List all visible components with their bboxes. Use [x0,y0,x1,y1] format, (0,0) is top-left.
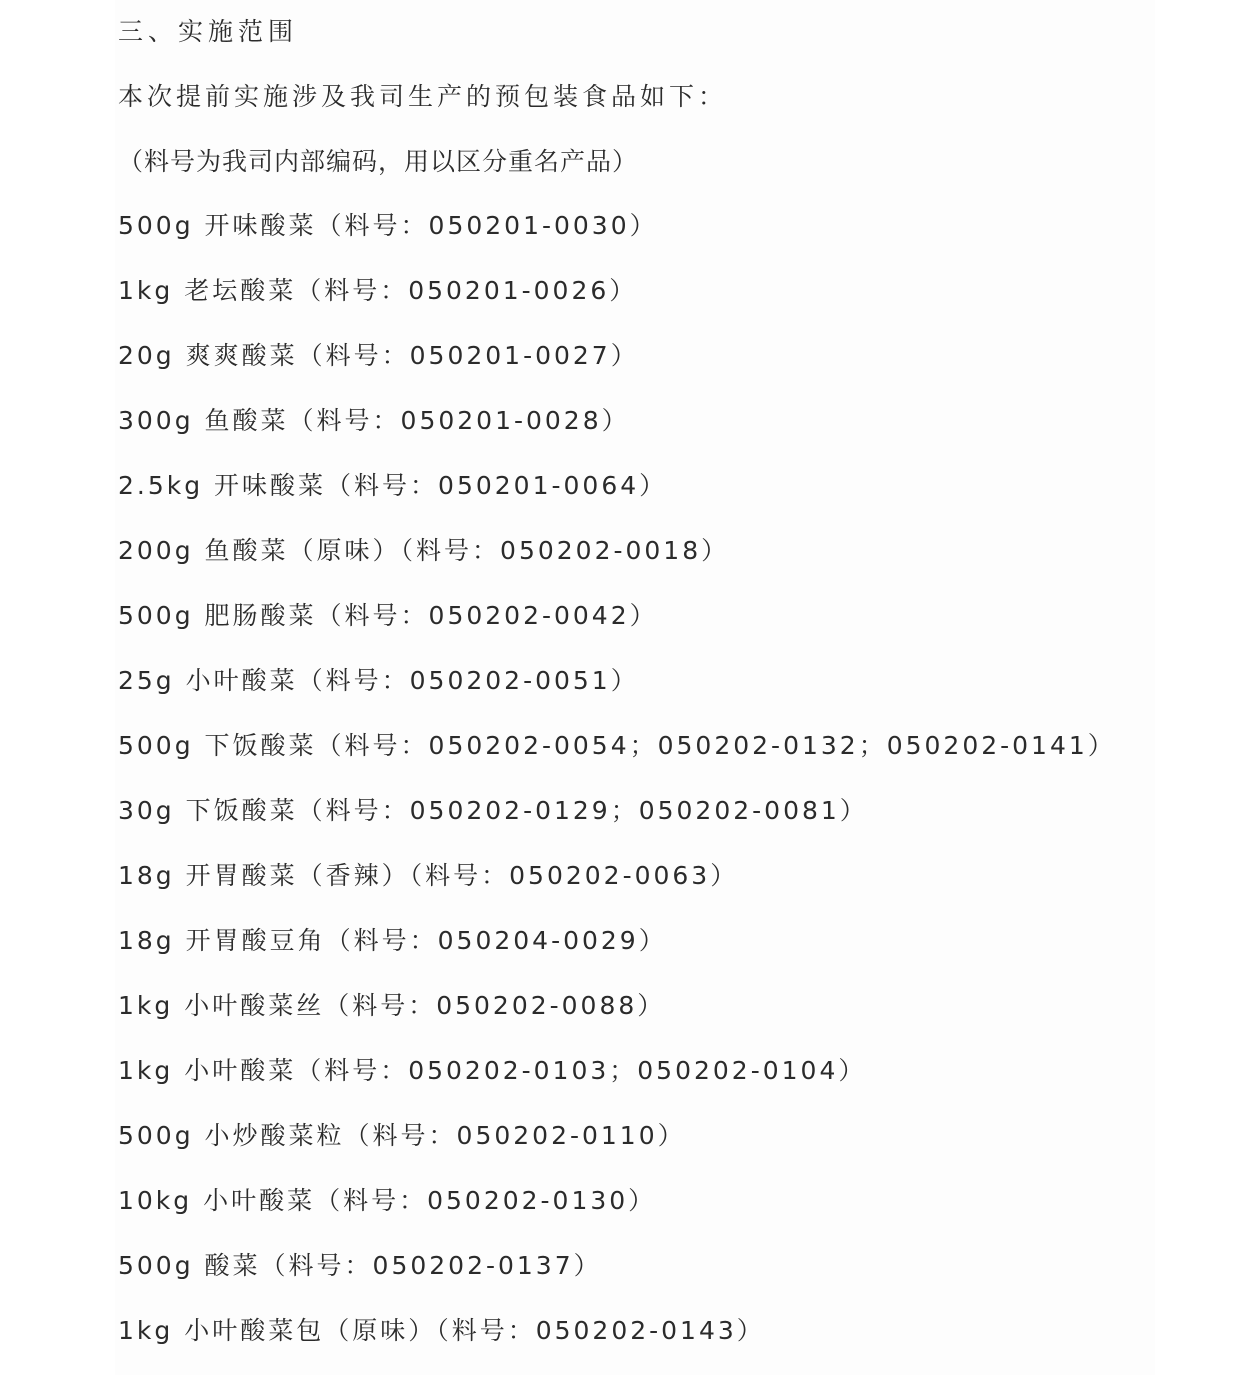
intro-paragraph: 本次提前实施涉及我司生产的预包装食品如下： [118,82,728,111]
product-line: 1kg 老坛酸菜（料号：050201-0026） [118,276,638,305]
note-paragraph: （料号为我司内部编码，用以区分重名产品） [118,147,639,176]
product-line: 20g 爽爽酸菜（料号：050201-0027） [118,341,639,370]
product-line: 200g 鱼酸菜（原味）（料号：050202-0018） [118,536,730,565]
product-line: 300g 鱼酸菜（料号：050201-0028） [118,406,630,435]
product-line: 2.5kg 开味酸菜（料号：050201-0064） [118,471,668,500]
product-line: 18g 开胃酸豆角（料号：050204-0029） [118,926,667,955]
product-line: 1kg 小叶酸菜包（原味）（料号：050202-0143） [118,1316,765,1345]
product-line: 1kg 小叶酸菜（料号：050202-0103；050202-0104） [118,1056,867,1085]
section-heading: 三、实施范围 [118,17,299,46]
product-line: 18g 开胃酸菜（香辣）（料号：050202-0063） [118,861,739,890]
product-line: 500g 肥肠酸菜（料号：050202-0042） [118,601,658,630]
product-line: 30g 下饭酸菜（料号：050202-0129；050202-0081） [118,796,868,825]
product-line: 500g 小炒酸菜粒（料号：050202-0110） [118,1121,686,1150]
product-line: 500g 下饭酸菜（料号：050202-0054；050202-0132；050202-0141） [118,731,1116,760]
product-line: 500g 酸菜（料号：050202-0137） [118,1251,602,1280]
product-line: 1kg 小叶酸菜丝（料号：050202-0088） [118,991,666,1020]
document-page [115,0,1155,1375]
product-line: 10kg 小叶酸菜（料号：050202-0130） [118,1186,657,1215]
product-line: 500g 开味酸菜（料号：050201-0030） [118,211,658,240]
product-line: 25g 小叶酸菜（料号：050202-0051） [118,666,639,695]
